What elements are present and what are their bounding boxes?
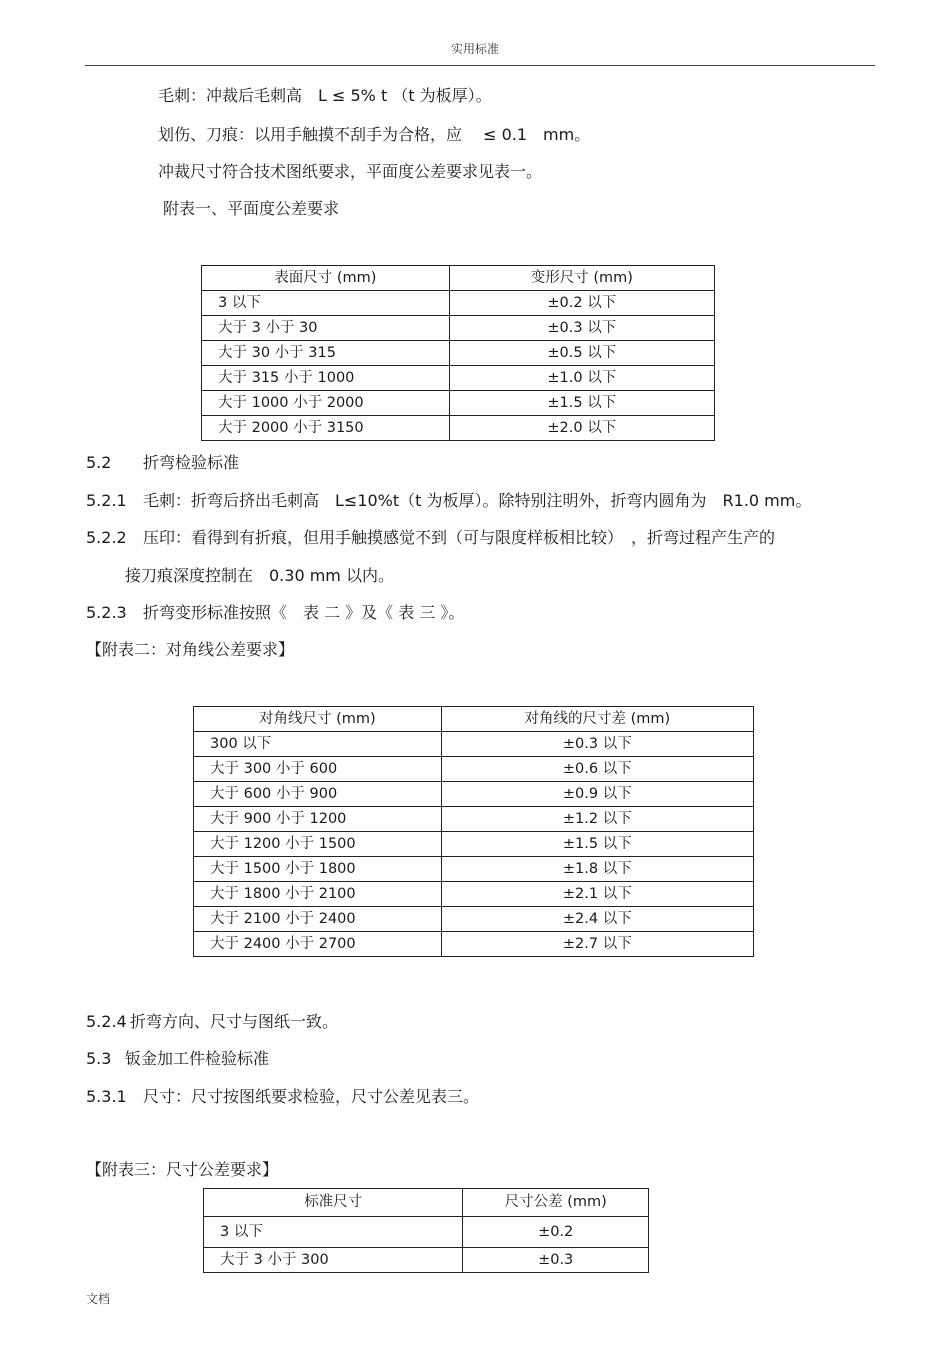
table-row	[204, 1217, 649, 1248]
table-cell: ±1.2 以下	[441, 807, 753, 832]
section-5-3-number: 5.3	[86, 1049, 112, 1068]
page-footer-label: 文档	[86, 1292, 111, 1306]
table3-caption: 【附表三：尺寸公差要求】	[86, 1160, 279, 1179]
scratch-requirement-text: 划伤、刀痕：以用手触摸不刮手为合格，应 ≤ 0.1 mm。	[158, 125, 591, 144]
header-cell: 表面尺寸 (mm)	[202, 266, 450, 291]
table-row	[194, 907, 754, 932]
table2-caption: 【附表二：对角线公差要求】	[86, 640, 295, 659]
table-cell: ±0.3	[463, 1248, 649, 1273]
table-cell: 大于 300 小于 600	[194, 757, 442, 782]
header-cell: 对角线的尺寸差 (mm)	[441, 707, 753, 732]
table-cell: ±2.7 以下	[441, 932, 753, 957]
table-cell: 大于 3 小于 300	[204, 1248, 463, 1273]
table-row	[194, 832, 754, 857]
table-header-row	[204, 1189, 649, 1217]
table-cell: 大于 2400 小于 2700	[194, 932, 442, 957]
table-cell: 大于 1500 小于 1800	[194, 857, 442, 882]
table-header-row	[194, 707, 754, 732]
page-header-title: 实用标准	[450, 42, 499, 56]
table-cell: 3 以下	[202, 291, 450, 316]
table-row	[194, 782, 754, 807]
table-cell: ±2.4 以下	[441, 907, 753, 932]
table-row	[202, 366, 715, 391]
table-cell: ±2.0 以下	[449, 416, 714, 441]
section-5-2-2-continuation: 接刀痕深度控制在 0.30 mm 以内。	[125, 566, 394, 585]
section-5-2-1-text: 毛刺：折弯后挤出毛刺高 L≤10%t（t 为板厚）。除特别注明外，折弯内圆角为 R1.0 mm。	[143, 491, 812, 510]
section-5-3-1-number: 5.3.1	[86, 1087, 127, 1106]
table-cell: ±2.1 以下	[441, 882, 753, 907]
dimension-tolerance-table	[203, 1188, 649, 1273]
table-cell: ±0.2	[463, 1217, 649, 1248]
table-cell: 大于 900 小于 1200	[194, 807, 442, 832]
header-cell: 标准尺寸	[204, 1189, 463, 1217]
table-row	[202, 341, 715, 366]
table-cell: ±0.5 以下	[449, 341, 714, 366]
header-cell: 尺寸公差 (mm)	[463, 1189, 649, 1217]
table-cell: 大于 1200 小于 1500	[194, 832, 442, 857]
section-5-2-3-text: 折弯变形标准按照《 表 二 》及《 表 三 》。	[143, 603, 465, 622]
table-cell: 大于 30 小于 315	[202, 341, 450, 366]
section-5-2-1-number: 5.2.1	[86, 491, 127, 510]
table-cell: 大于 2000 小于 3150	[202, 416, 450, 441]
table-row	[194, 932, 754, 957]
section-5-2-number: 5.2	[86, 453, 112, 472]
punch-dimension-text: 冲裁尺寸符合技术图纸要求，平面度公差要求见表一。	[158, 162, 543, 181]
table-row	[194, 807, 754, 832]
table-row	[202, 291, 715, 316]
table-row	[202, 391, 715, 416]
table-cell: 大于 315 小于 1000	[202, 366, 450, 391]
section-5-3-1-text: 尺寸：尺寸按图纸要求检验，尺寸公差见表三。	[143, 1087, 480, 1106]
section-5-2-title: 折弯检验标准	[143, 453, 240, 472]
table-row	[202, 416, 715, 441]
section-5-2-4-text: 折弯方向、尺寸与图纸一致。	[130, 1012, 339, 1031]
section-5-2-3-number: 5.2.3	[86, 603, 127, 622]
table-cell: ±1.5 以下	[441, 832, 753, 857]
table-cell: 大于 3 小于 30	[202, 316, 450, 341]
burr-requirement-text: 毛刺：冲裁后毛刺高 L ≤ 5% t （t 为板厚）。	[158, 86, 492, 105]
table-cell: ±1.0 以下	[449, 366, 714, 391]
header-cell: 对角线尺寸 (mm)	[194, 707, 442, 732]
table-cell: ±0.3 以下	[441, 732, 753, 757]
table-cell: ±1.8 以下	[441, 857, 753, 882]
table-cell: ±0.2 以下	[449, 291, 714, 316]
table-cell: ±1.5 以下	[449, 391, 714, 416]
table-cell: 3 以下	[204, 1217, 463, 1248]
table-row	[194, 882, 754, 907]
table-header-row	[202, 266, 715, 291]
table-row	[194, 857, 754, 882]
header-divider	[85, 65, 875, 66]
table-cell: 大于 1000 小于 2000	[202, 391, 450, 416]
table1-caption: 附表一、平面度公差要求	[163, 199, 340, 218]
table-cell: ±0.9 以下	[441, 782, 753, 807]
section-5-2-2-number: 5.2.2	[86, 528, 127, 547]
section-5-3-title: 钣金加工件检验标准	[125, 1049, 270, 1068]
table-cell: 300 以下	[194, 732, 442, 757]
table-row	[204, 1248, 649, 1273]
table-cell: 大于 2100 小于 2400	[194, 907, 442, 932]
table-cell: ±0.3 以下	[449, 316, 714, 341]
header-cell: 变形尺寸 (mm)	[449, 266, 714, 291]
section-5-2-4-number: 5.2.4	[86, 1012, 127, 1031]
table-row	[194, 757, 754, 782]
table-row	[202, 316, 715, 341]
table-cell: ±0.6 以下	[441, 757, 753, 782]
table-cell: 大于 600 小于 900	[194, 782, 442, 807]
table-row	[194, 732, 754, 757]
table-cell: 大于 1800 小于 2100	[194, 882, 442, 907]
section-5-2-2-text: 压印：看得到有折痕，但用手触摸感觉不到（可与限度样板相比较） ，折弯过程产生产的	[143, 528, 776, 547]
flatness-tolerance-table	[201, 265, 715, 441]
diagonal-tolerance-table	[193, 706, 754, 957]
